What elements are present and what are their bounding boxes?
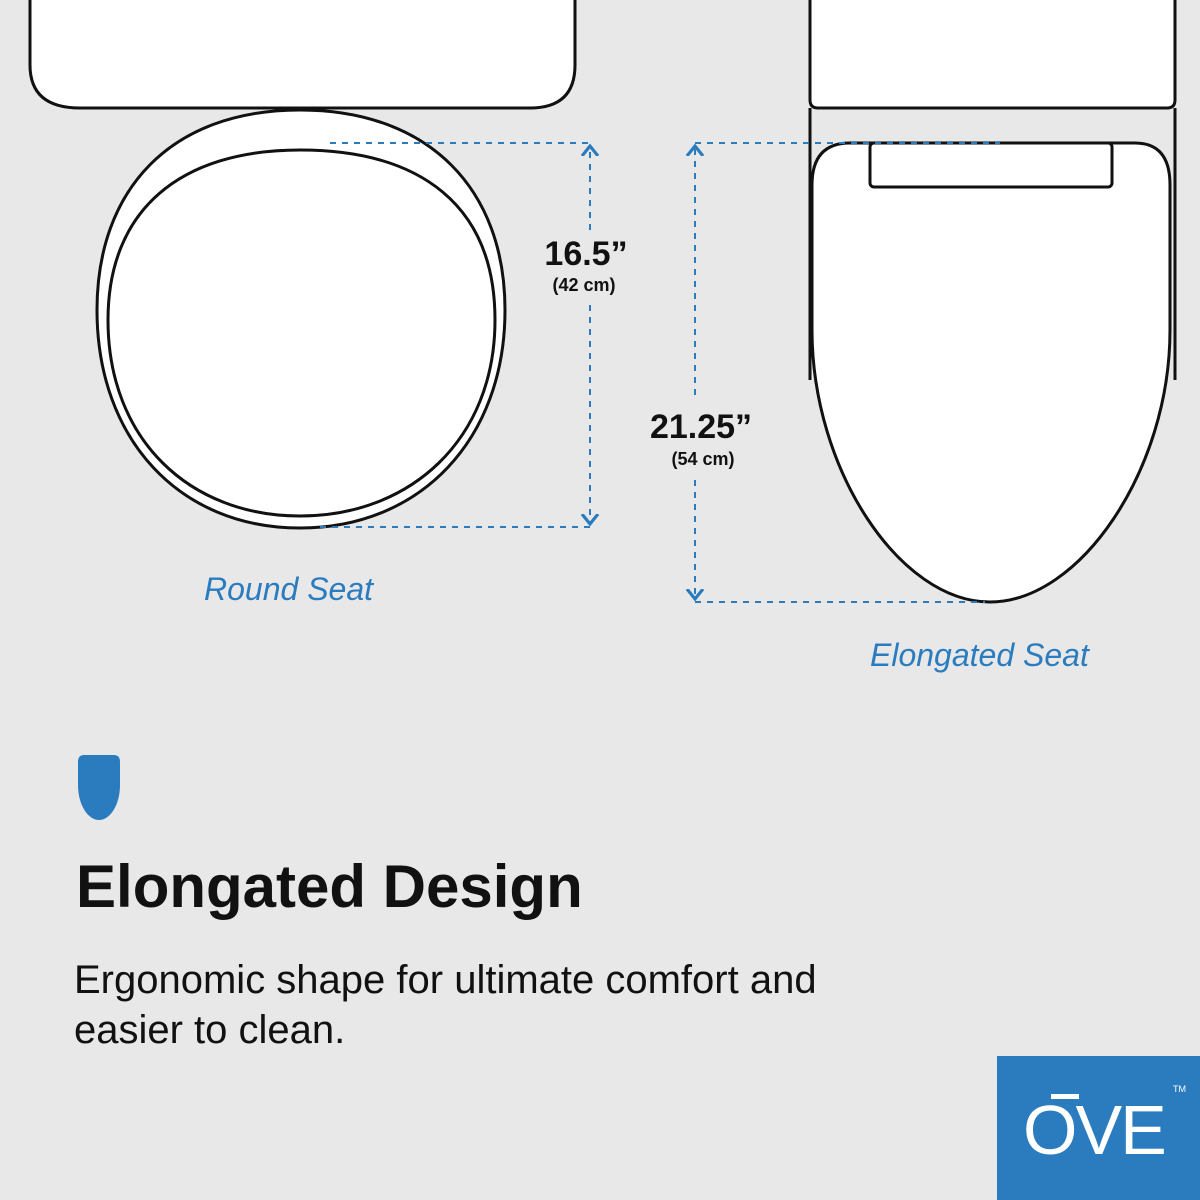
elongated-seat-icon xyxy=(78,755,120,820)
round-tank xyxy=(30,0,575,108)
round-seat-caption: Round Seat xyxy=(204,571,374,607)
elongated-tank xyxy=(810,0,1175,108)
brand-logo xyxy=(997,1056,1200,1200)
logo-text: OVE xyxy=(1023,1091,1165,1169)
elongated-hinge xyxy=(870,143,1112,187)
elongated-dimension-inches: 21.25” xyxy=(649,408,753,446)
elongated-seat-caption: Elongated Seat xyxy=(870,637,1089,673)
round-toilet-drawing xyxy=(30,0,575,528)
elongated-toilet-drawing xyxy=(810,0,1175,602)
logo-trademark: TM xyxy=(1173,1084,1186,1094)
round-seat-inner xyxy=(108,150,495,516)
round-dimension-cm: (42 cm) xyxy=(552,275,616,295)
round-dimension-inches: 16.5” xyxy=(544,235,628,273)
feature-description: Ergonomic shape for ultimate comfort and easier to clean. xyxy=(74,958,817,1052)
feature-title: Elongated Design xyxy=(76,853,583,920)
elongated-dimension-cm: (54 cm) xyxy=(671,449,735,469)
elongated-seat xyxy=(812,143,1170,602)
